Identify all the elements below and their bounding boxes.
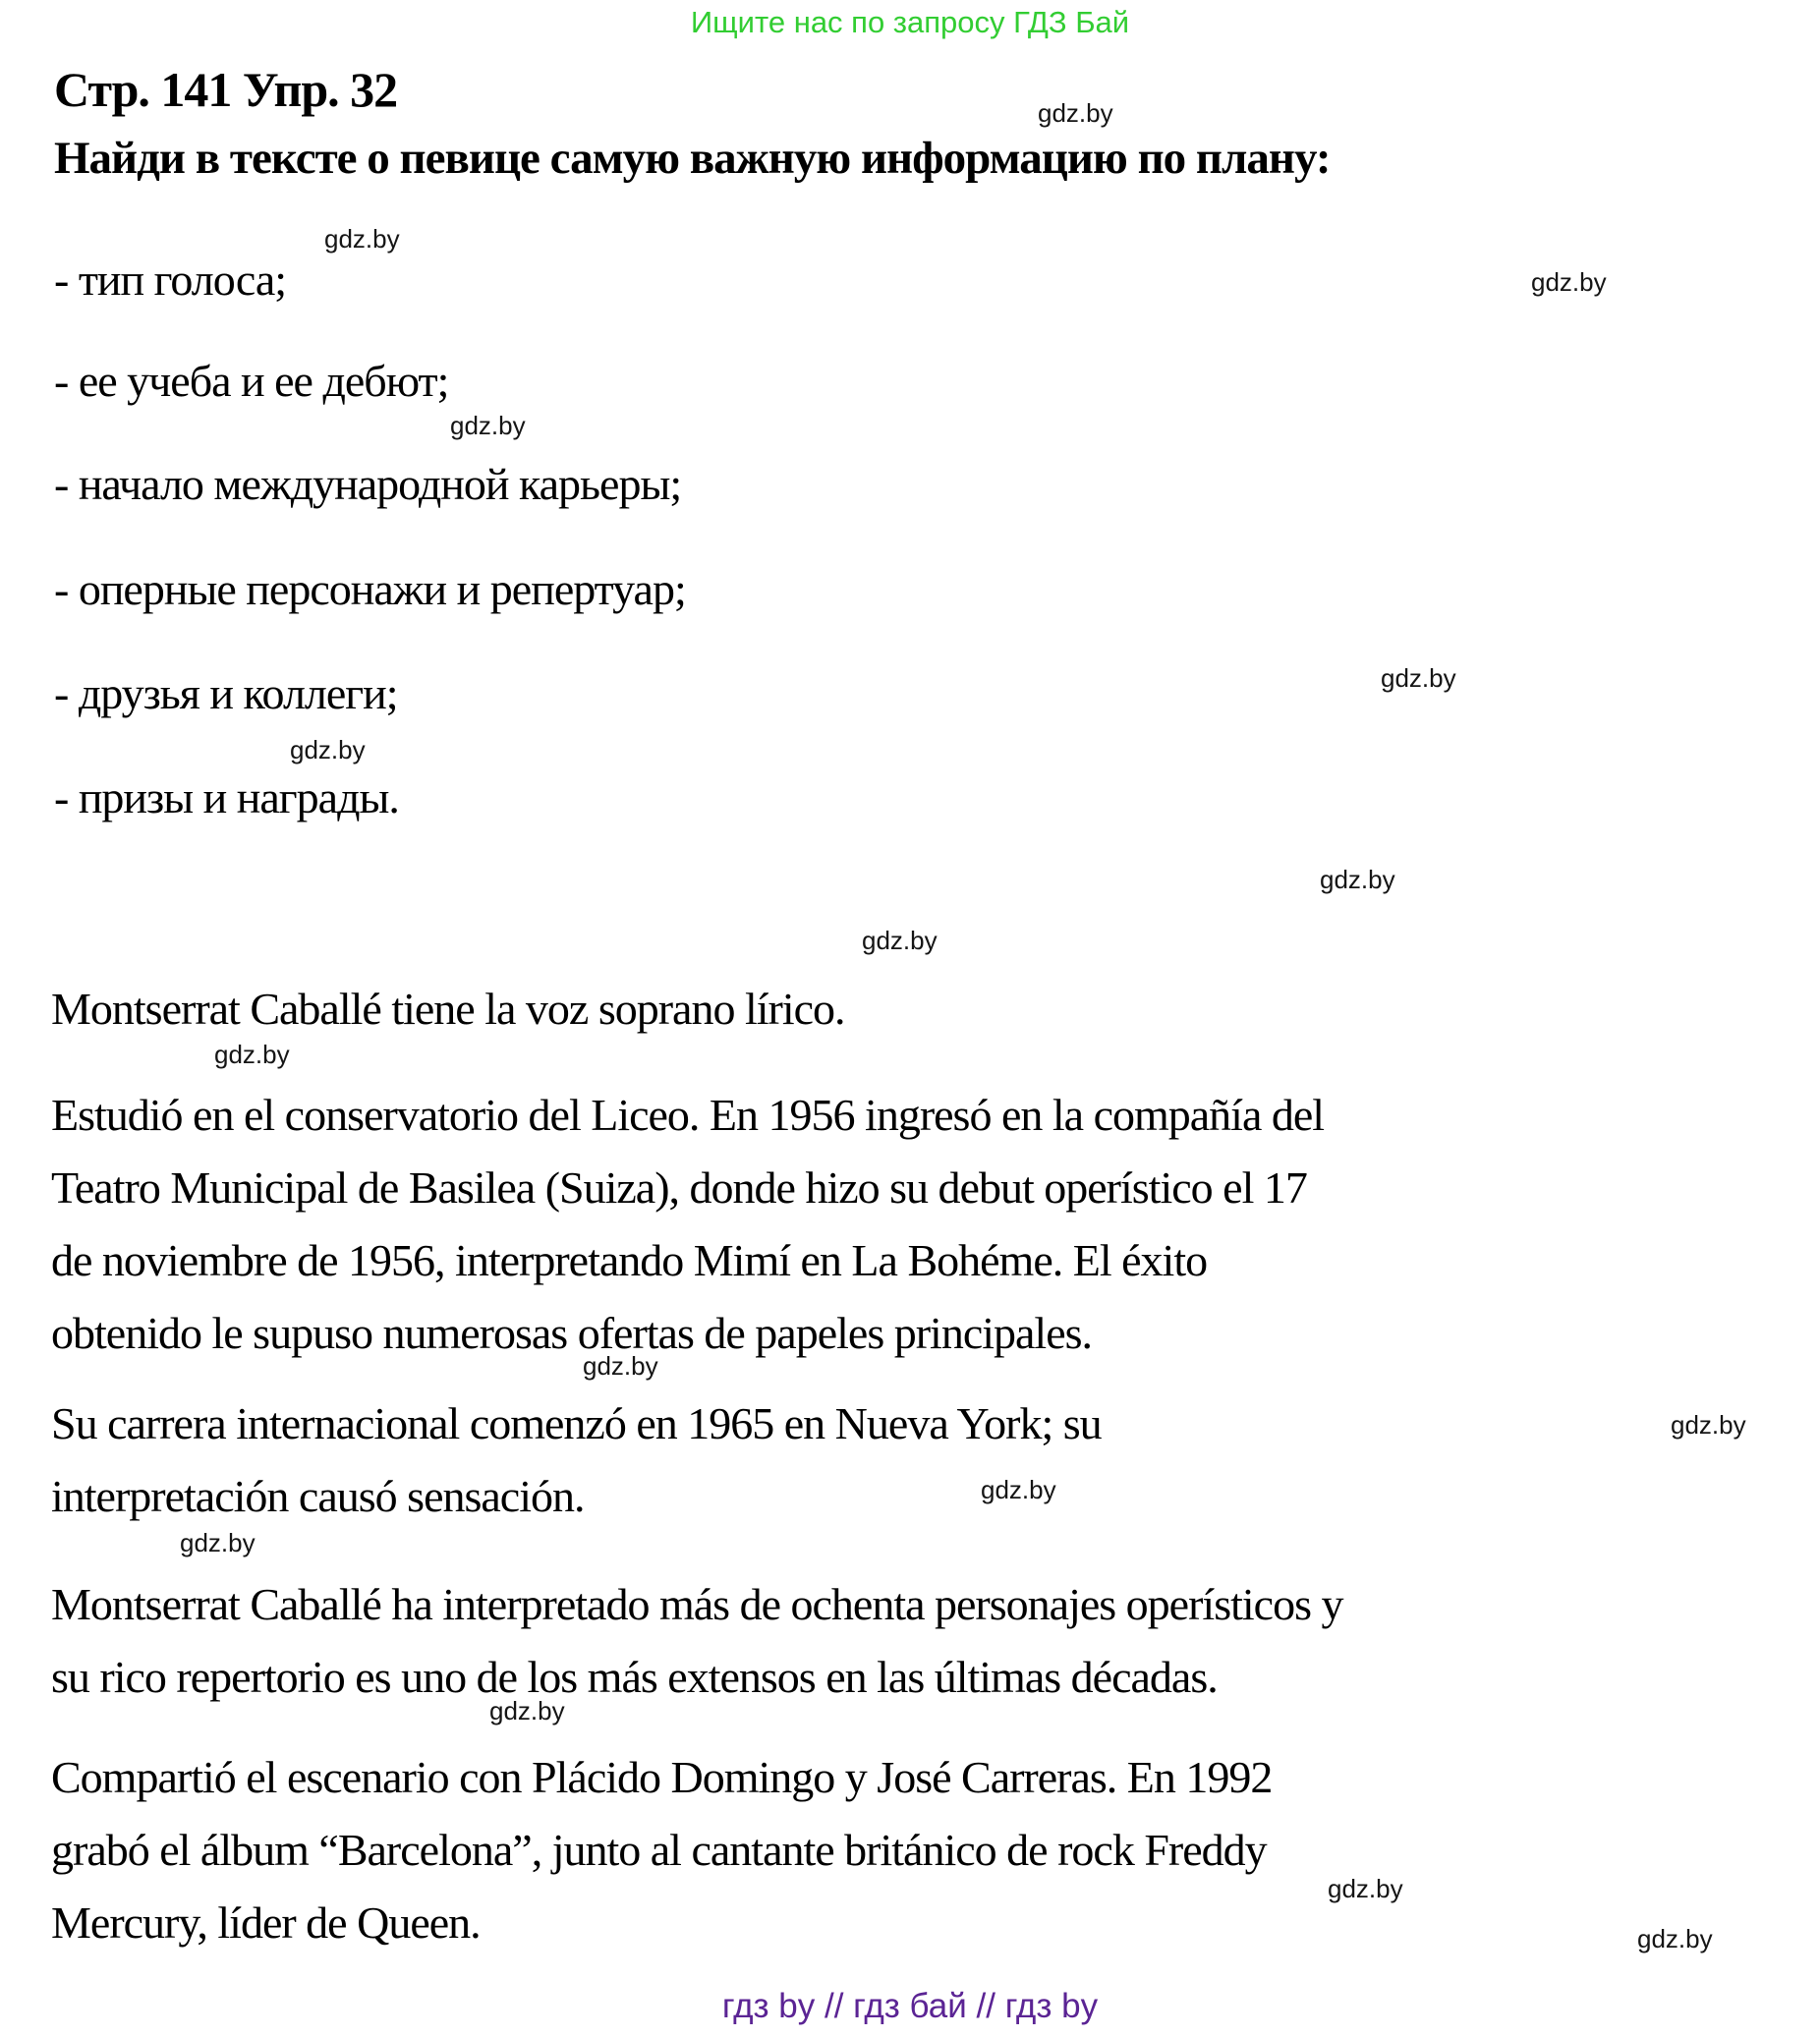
plan-item-study-debut: - ее учеба и ее дебют; xyxy=(54,356,449,406)
task-heading: Найди в тексте о певице самую важную информацию по плану: xyxy=(54,133,1331,184)
gdz-watermark: gdz.by xyxy=(862,926,938,955)
gdz-watermark: gdz.by xyxy=(1531,267,1607,297)
plan-item-international-career: - начало международной карьеры; xyxy=(54,459,682,509)
paragraph-voice xyxy=(51,973,845,1046)
gdz-watermark: gdz.by xyxy=(1637,1924,1713,1953)
paragraph-line: Estudió en el conservatorio del Liceo. En 1956 ingresó en la compañía del xyxy=(51,1090,1325,1140)
paragraph-line: grabó el álbum “Barcelona”, junto al cantante británico de rock Freddy xyxy=(51,1825,1267,1875)
page-title: Стр. 141 Упр. 32 xyxy=(54,62,398,117)
paragraph-colleagues xyxy=(51,1741,1272,1959)
paragraph-line: Compartió el escenario con Plácido Domingo y José Carreras. En 1992 xyxy=(51,1752,1273,1802)
paragraph-line: Mercury, líder de Queen. xyxy=(51,1897,481,1948)
gdz-watermark: gdz.by xyxy=(981,1475,1056,1504)
paragraph-repertoire xyxy=(51,1568,1342,1714)
gdz-watermark: gdz.by xyxy=(324,224,400,254)
gdz-watermark: gdz.by xyxy=(180,1528,256,1557)
plan-item-opera-characters: - оперные персонажи и репертуар; xyxy=(54,564,686,614)
paragraph-international-career xyxy=(51,1387,1102,1533)
paragraph-line: Montserrat Caballé ha interpretado más de ochenta personajes operísticos y xyxy=(51,1579,1343,1629)
promo-banner: Ищите нас по запросу ГДЗ Бай xyxy=(690,5,1130,39)
paragraph-line: interpretación causó sensación. xyxy=(51,1471,585,1521)
plan-item-prizes-awards: - призы и награды. xyxy=(54,772,399,822)
footer-gdz-links: гдз by // гдз бай // гдз by xyxy=(721,1987,1099,2025)
paragraph-line: obtenido le supuso numerosas ofertas de papeles principales. xyxy=(51,1308,1093,1358)
gdz-watermark: gdz.by xyxy=(290,735,366,764)
plan-item-voice-type: - тип голоса; xyxy=(54,255,287,305)
gdz-watermark: gdz.by xyxy=(450,411,526,440)
gdz-watermark: gdz.by xyxy=(1038,98,1113,128)
paragraph-line: su rico repertorio es uno de los más extensos en las últimas décadas. xyxy=(51,1652,1218,1702)
paragraph-line: Su carrera internacional comenzó en 1965 en Nueva York; su xyxy=(51,1398,1102,1448)
paragraph-line: Teatro Municipal de Basilea (Suiza), donde hizo su debut operístico el 17 xyxy=(51,1162,1307,1213)
gdz-watermark: gdz.by xyxy=(1381,663,1456,693)
paragraph-study-debut xyxy=(51,1079,1324,1370)
gdz-watermark: gdz.by xyxy=(583,1351,658,1381)
gdz-watermark: gdz.by xyxy=(489,1696,565,1726)
gdz-watermark: gdz.by xyxy=(214,1040,290,1069)
paragraph-line: de noviembre de 1956, interpretando Mimí en La Bohéme. El éxito xyxy=(51,1235,1208,1285)
paragraph-line: Montserrat Caballé tiene la voz soprano lírico. xyxy=(51,984,845,1034)
gdz-watermark: gdz.by xyxy=(1320,865,1395,894)
gdz-watermark: gdz.by xyxy=(1671,1410,1746,1440)
plan-item-friends-colleagues: - друзья и коллеги; xyxy=(54,668,398,718)
gdz-watermark: gdz.by xyxy=(1328,1874,1403,1903)
